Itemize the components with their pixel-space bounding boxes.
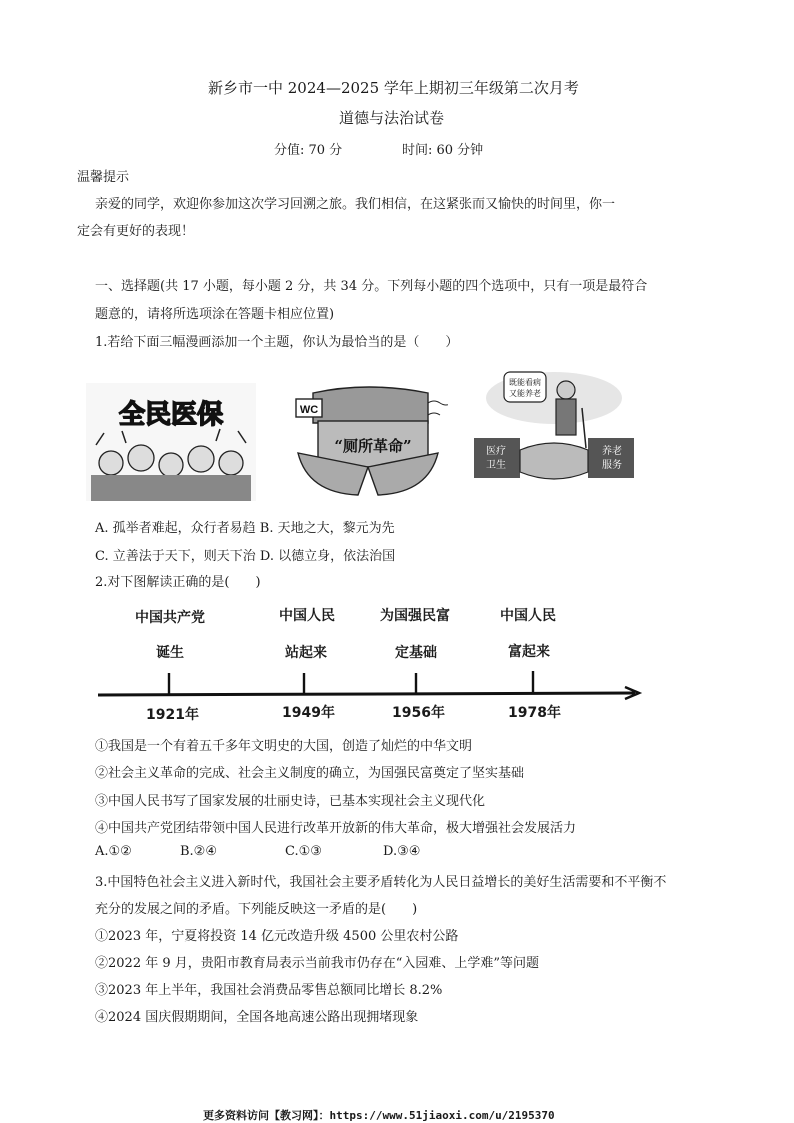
- tip-line-1: 亲爱的同学，欢迎你参加这次学习回溯之旅。我们相信，在这紧张而又愉快的时间里，你一: [95, 197, 616, 212]
- q2-statement-2: ②社会主义革命的完成、社会主义制度的确立，为国强民富奠定了坚实基础: [95, 766, 525, 781]
- comic-toilet-revolution: [288, 383, 448, 501]
- exam-title: 新乡市一中 2024—2025 学年上期初三年级第二次月考: [208, 79, 579, 97]
- comic3-left-1: 医疗: [486, 446, 506, 457]
- q1-options-cd: C. 立善法于天下，则天下治 D. 以德立身，依法治国: [95, 549, 396, 564]
- timeline-1921-top: 中国共产党: [135, 610, 205, 626]
- comic3-left-2: 卫生: [486, 460, 506, 471]
- timeline-1956-bottom: 定基础: [395, 645, 437, 661]
- q1-options-ab: A. 孤举者难起，众行者易趋 B. 天地之大，黎元为先: [95, 521, 395, 536]
- q3-statement-3: ③2023 年上半年，我国社会消费品零售总额同比增长 8.2%: [95, 983, 443, 998]
- tip-line-2: 定会有更好的表现！: [77, 224, 195, 239]
- exam-score: 分值: 70 分: [274, 143, 343, 158]
- exam-time: 时间: 60 分钟: [402, 143, 484, 158]
- comic3-right-1: 养老: [602, 446, 622, 457]
- q3-statement-2: ②2022 年 9 月，贵阳市教育局表示当前我市仍存在“入园难、上学难”等问题: [95, 956, 540, 971]
- timeline-year-1956: 1956年: [392, 705, 445, 721]
- section1-instruction-1: 一、选择题(共 17 小题，每小题 2 分，共 34 分。下列每小题的四个选项中，只有一项是最符合: [95, 279, 648, 294]
- q1-stem: 1.若给下面三幅漫画添加一个主题，你认为最恰当的是（ ）: [95, 335, 459, 350]
- timeline-axis: [95, 665, 655, 705]
- q2-option-d: D.③④: [383, 844, 421, 859]
- comic3-bubble-1: 既能看病: [509, 378, 541, 387]
- timeline-1978-bottom: 富起来: [508, 644, 550, 660]
- q3-statement-4: ④2024 国庆假期期间，全国各地高速公路出现拥堵现象: [95, 1010, 419, 1025]
- q2-option-b: B.②④: [180, 844, 217, 859]
- timeline-1949-top: 中国人民: [279, 608, 335, 624]
- comic3-right-2: 服务: [602, 460, 622, 471]
- q3-statement-1: ①2023 年，宁夏将投资 14 亿元改造升级 4500 公里农村公路: [95, 929, 459, 944]
- timeline-1949-bottom: 站起来: [285, 645, 327, 661]
- comic1-title: 全民医保: [118, 399, 224, 429]
- timeline-year-1921: 1921年: [146, 707, 199, 723]
- exam-subject: 道德与法治试卷: [339, 109, 445, 127]
- comic2-title: “厕所革命”: [334, 437, 412, 455]
- q2-option-a: A.①②: [95, 844, 132, 859]
- q2-statement-1: ①我国是一个有着五千多年文明史的大国，创造了灿烂的中华文明: [95, 739, 473, 754]
- q2-stem: 2.对下图解读正确的是( ): [95, 575, 261, 590]
- tip-heading: 温馨提示: [77, 170, 130, 185]
- timeline-1921-bottom: 诞生: [156, 645, 184, 661]
- timeline-year-1949: 1949年: [282, 705, 335, 721]
- q3-stem-2: 充分的发展之间的矛盾。下列能反映这一矛盾的是( ): [95, 902, 418, 917]
- comic2-wc: WC: [299, 404, 319, 416]
- q2-statement-3: ③中国人民书写了国家发展的壮丽史诗，已基本实现社会主义现代化: [95, 794, 486, 809]
- comic3-bubble-2: 又能养老: [509, 389, 541, 398]
- comic-universal-medical-insurance: [86, 383, 256, 501]
- section1-instruction-2: 题意的，请将所选项涂在答题卡相应位置): [95, 307, 335, 322]
- footer-link[interactable]: 更多资料访问【教习网】：https://www.51jiaoxi.com/u/2195370: [203, 1109, 555, 1122]
- timeline-year-1978: 1978年: [508, 705, 561, 721]
- q2-statement-4: ④中国共产党团结带领中国人民进行改革开放新的伟大革命，极大增强社会发展活力: [95, 821, 577, 836]
- timeline-1978-top: 中国人民: [500, 608, 556, 624]
- q3-stem-1: 3.中国特色社会主义进入新时代，我国社会主要矛盾转化为人民日益增长的美好生活需要和不平衡不: [95, 875, 667, 890]
- timeline-1956-top: 为国强民富: [380, 608, 450, 624]
- comic-medical-elderly-care: [474, 368, 634, 500]
- q2-option-c: C.①③: [285, 844, 322, 859]
